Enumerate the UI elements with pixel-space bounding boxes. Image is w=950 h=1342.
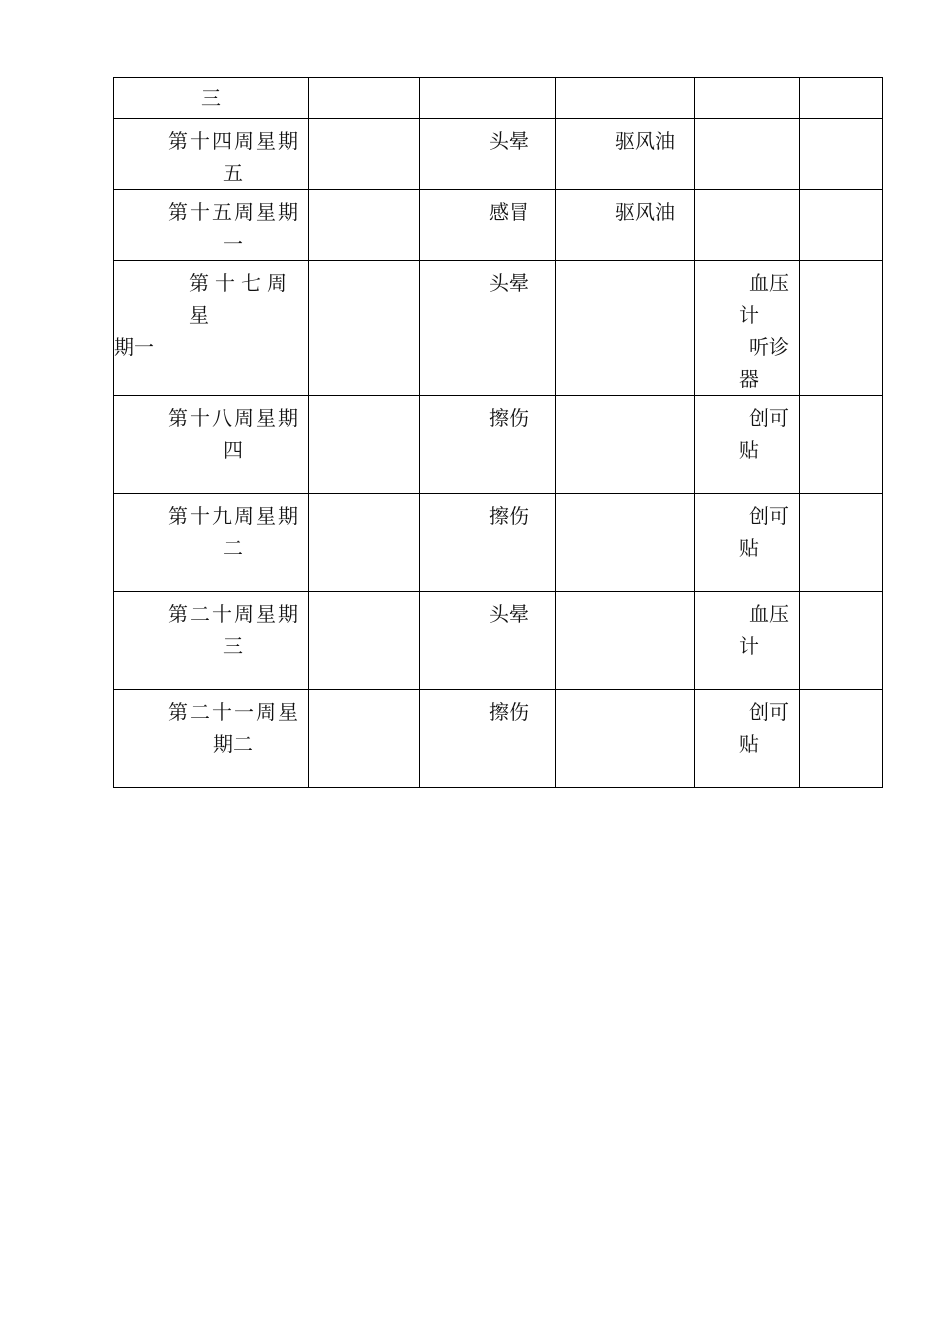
symptom-cell bbox=[420, 592, 556, 690]
empty-cell bbox=[309, 494, 420, 592]
symptom-cell bbox=[420, 396, 556, 494]
medicine-cell bbox=[556, 190, 695, 261]
table-row bbox=[114, 119, 883, 190]
empty-cell bbox=[309, 78, 420, 119]
empty-cell bbox=[800, 592, 883, 690]
date-text: 第十八周星期四 bbox=[168, 406, 298, 462]
date-text: 三 bbox=[201, 86, 221, 110]
symptom-text: 擦伤 bbox=[489, 700, 529, 724]
equipment-item: 血压计 bbox=[739, 271, 789, 327]
equipment-text bbox=[695, 396, 795, 466]
date-cell bbox=[114, 78, 309, 119]
date-text bbox=[114, 261, 308, 363]
date-text: 第十四周星期五 bbox=[168, 129, 298, 185]
symptom-text: 擦伤 bbox=[489, 504, 529, 528]
equipment-cell bbox=[695, 396, 800, 494]
medicine-cell bbox=[556, 494, 695, 592]
table-row bbox=[114, 261, 883, 396]
table-row bbox=[114, 592, 883, 690]
symptom-cell bbox=[420, 690, 556, 788]
medicine-cell bbox=[556, 592, 695, 690]
date-cell bbox=[114, 396, 309, 494]
empty-cell bbox=[800, 190, 883, 261]
date-cell bbox=[114, 119, 309, 190]
equipment-text bbox=[695, 494, 795, 564]
equipment-text bbox=[695, 690, 795, 760]
table-row bbox=[114, 396, 883, 494]
symptom-text: 感冒 bbox=[489, 200, 529, 224]
date-cell bbox=[114, 190, 309, 261]
date-cell bbox=[114, 690, 309, 788]
date-text-line2: 期一 bbox=[114, 335, 154, 359]
equipment-cell bbox=[695, 261, 800, 396]
equipment-item: 听诊器 bbox=[739, 335, 789, 391]
symptom-cell bbox=[420, 494, 556, 592]
symptom-text: 头晕 bbox=[489, 271, 529, 295]
medicine-cell bbox=[556, 119, 695, 190]
equipment-cell bbox=[695, 494, 800, 592]
empty-cell bbox=[309, 119, 420, 190]
medicine-cell bbox=[556, 396, 695, 494]
empty-cell bbox=[309, 261, 420, 396]
date-cell bbox=[114, 261, 309, 396]
symptom-cell bbox=[420, 119, 556, 190]
medicine-text: 驱风油 bbox=[615, 129, 675, 153]
empty-cell bbox=[800, 690, 883, 788]
equipment-item: 创可贴 bbox=[739, 406, 789, 462]
medicine-cell bbox=[556, 78, 695, 119]
date-cell bbox=[114, 494, 309, 592]
date-text: 第十五周星期一 bbox=[168, 200, 298, 256]
date-text-line1: 第十七周星 bbox=[189, 271, 293, 327]
clinic-log-table bbox=[113, 77, 883, 788]
date-text: 第十九周星期二 bbox=[168, 504, 298, 560]
table-row bbox=[114, 78, 883, 119]
empty-cell bbox=[309, 592, 420, 690]
empty-cell bbox=[309, 690, 420, 788]
medicine-text: 驱风油 bbox=[615, 200, 675, 224]
table-row bbox=[114, 494, 883, 592]
symptom-cell bbox=[420, 261, 556, 396]
empty-cell bbox=[800, 78, 883, 119]
medicine-cell bbox=[556, 690, 695, 788]
date-cell bbox=[114, 592, 309, 690]
medicine-cell bbox=[556, 261, 695, 396]
date-text: 第二十一周星期二 bbox=[168, 700, 298, 756]
symptom-text: 头晕 bbox=[489, 129, 529, 153]
empty-cell bbox=[800, 119, 883, 190]
symptom-text: 擦伤 bbox=[489, 406, 529, 430]
empty-cell bbox=[309, 190, 420, 261]
equipment-item: 创可贴 bbox=[739, 700, 789, 756]
equipment-cell bbox=[695, 78, 800, 119]
equipment-cell bbox=[695, 592, 800, 690]
equipment-cell bbox=[695, 119, 800, 190]
symptom-text: 头晕 bbox=[489, 602, 529, 626]
equipment-cell bbox=[695, 690, 800, 788]
equipment-text bbox=[695, 592, 795, 662]
symptom-cell bbox=[420, 78, 556, 119]
empty-cell bbox=[800, 494, 883, 592]
equipment-item: 血压计 bbox=[739, 602, 789, 658]
table-row bbox=[114, 190, 883, 261]
equipment-item: 创可贴 bbox=[739, 504, 789, 560]
equipment-text bbox=[695, 261, 795, 395]
symptom-cell bbox=[420, 190, 556, 261]
empty-cell bbox=[309, 396, 420, 494]
empty-cell bbox=[800, 261, 883, 396]
equipment-cell bbox=[695, 190, 800, 261]
table-row bbox=[114, 690, 883, 788]
date-text: 第二十周星期三 bbox=[168, 602, 298, 658]
empty-cell bbox=[800, 396, 883, 494]
